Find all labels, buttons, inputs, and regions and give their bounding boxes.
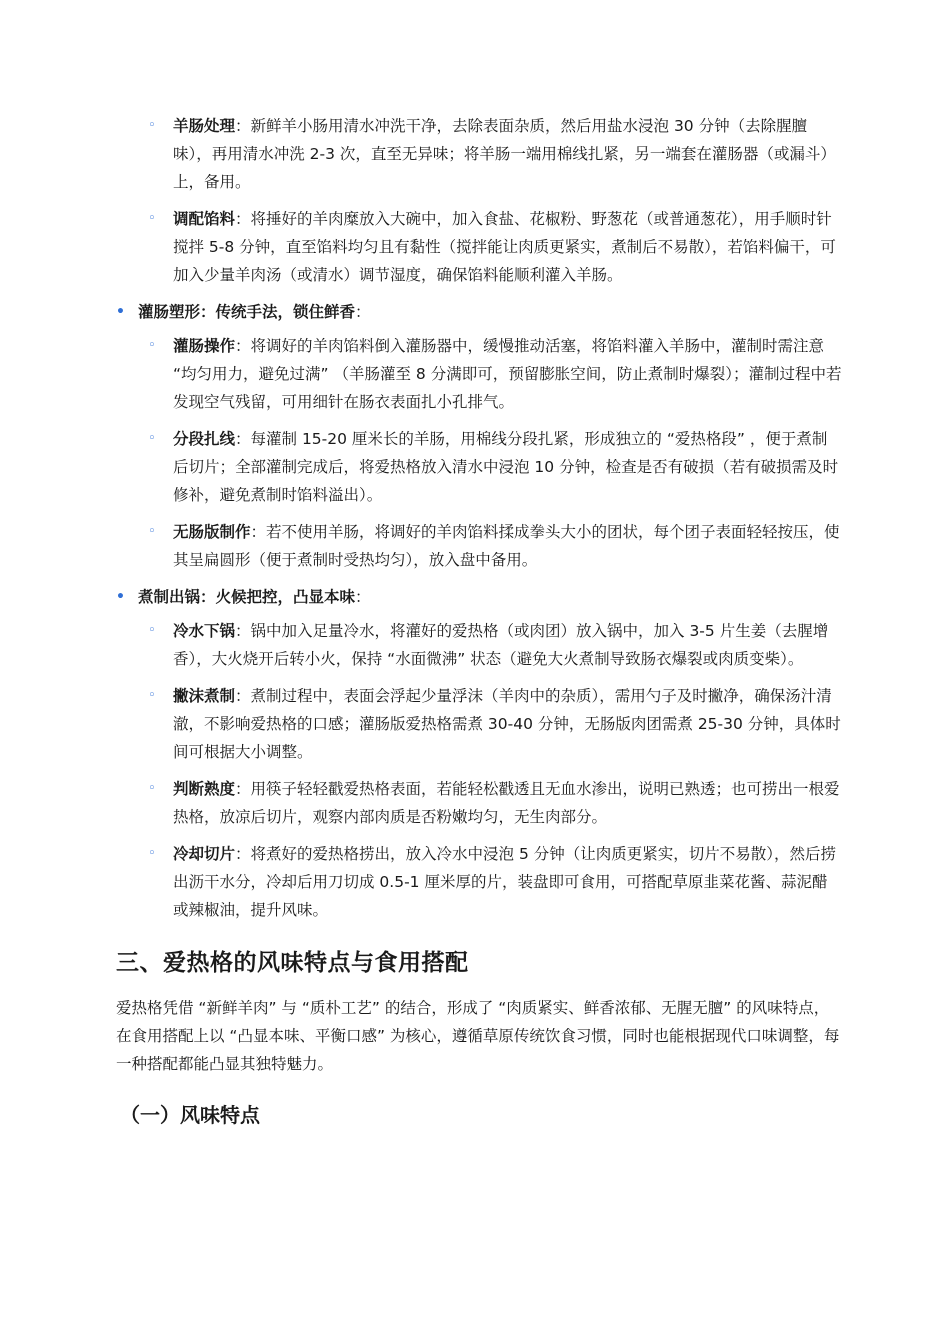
item-term: 无肠版制作 — [173, 523, 251, 541]
subsection-heading: （一）风味特点 — [120, 1103, 260, 1127]
bullet-icon: • — [116, 589, 125, 605]
step-colon: ： — [355, 303, 371, 321]
section-heading: 三、爱热格的风味特点与食用搭配 — [116, 950, 469, 976]
step-heading-stuffing — [116, 298, 842, 326]
item-text: ：锅中加入足量冷水，将灌好的爱热格（或肉团）放入锅中，加入 3-5 片生姜（去腥增香），大火烧开后转小火，保持 “水面微沸” 状态（避免大火煮制导致肠衣爆裂或肉质变柴）。 — [173, 622, 829, 668]
hollow-bullet-icon: ◦ — [148, 846, 156, 861]
step-heading-boiling — [116, 583, 842, 611]
step-title: 灌肠塑形：传统手法，锁住鲜香 — [138, 303, 356, 321]
hollow-bullet-icon: ◦ — [148, 211, 156, 226]
hollow-bullet-icon: ◦ — [148, 781, 156, 796]
list-item — [116, 112, 842, 196]
item-term: 羊肠处理 — [173, 117, 236, 135]
list-item — [116, 775, 842, 831]
item-term: 调配馅料 — [173, 210, 236, 228]
item-term: 判断熟度 — [173, 780, 236, 798]
item-term: 分段扎线 — [173, 430, 236, 448]
item-text: ：将调好的羊肉馅料倒入灌肠器中，缓慢推动活塞，将馅料灌入羊肠中，灌制时需注意 “均匀用力，避免过满” （羊肠灌至 8 分满即可，预留膨胀空间，防止煮制时爆裂）；灌制过程中若发现空气残留，可用细针在肠衣表面扎小孔排气。 — [173, 337, 842, 411]
hollow-bullet-icon: ◦ — [148, 524, 156, 539]
list-item — [116, 518, 842, 574]
item-term: 冷水下锅 — [173, 622, 236, 640]
item-text: ：煮制过程中，表面会浮起少量浮沫（羊肉中的杂质），需用勺子及时撇净，确保汤汁清澈，不影响爱热格的口感；灌肠版爱热格需煮 30-40 分钟，无肠版肉团需煮 25-30 分钟，具体时间可根据大小调整。 — [173, 687, 841, 761]
item-text: ：用筷子轻轻戳爱热格表面，若能轻松戳透且无血水渗出，说明已熟透；也可捞出一根爱热格，放凉后切片，观察内部肉质是否粉嫩均匀，无生肉部分。 — [173, 780, 840, 826]
list-item — [116, 840, 842, 924]
step-title: 煮制出锅：火候把控，凸显本味 — [138, 588, 356, 606]
item-term: 撇沫煮制 — [173, 687, 236, 705]
bullet-icon: • — [116, 304, 125, 320]
sub-list-stuffing — [116, 332, 842, 574]
sub-list-casing-filling — [116, 112, 842, 289]
item-text: ：每灌制 15-20 厘米长的羊肠，用棉线分段扎紧，形成独立的 “爱热格段” ，便于煮制后切片；全部灌制完成后，将爱热格放入清水中浸泡 10 分钟，检查是否有破损（若有破损需及时修补，避免煮制时馅料溢出）。 — [173, 430, 839, 504]
item-term: 灌肠操作 — [173, 337, 236, 355]
hollow-bullet-icon: ◦ — [148, 338, 156, 353]
hollow-bullet-icon: ◦ — [148, 431, 156, 446]
item-text: ：将捶好的羊肉糜放入大碗中，加入食盐、花椒粉、野葱花（或普通葱花），用手顺时针搅拌 5-8 分钟，直至馅料均匀且有黏性（搅拌能让肉质更紧实，煮制后不易散），若馅料偏干，可加入少量羊肉汤（或清水）调节湿度，确保馅料能顺利灌入羊肠。 — [173, 210, 836, 284]
section-paragraph: 爱热格凭借 “新鲜羊肉” 与 “质朴工艺” 的结合，形成了 “肉质紧实、鲜香浓郁、无腥无膻” 的风味特点，在食用搭配上以 “凸显本味、平衡口感” 为核心，遵循草原传统饮食习惯，同时也能根据现代口味调整，每一种搭配都能凸显其独特魅力。 — [116, 999, 840, 1073]
list-item — [116, 332, 842, 416]
hollow-bullet-icon: ◦ — [148, 623, 156, 638]
hollow-bullet-icon: ◦ — [148, 118, 156, 133]
list-item — [116, 425, 842, 509]
item-text: ：新鲜羊小肠用清水冲洗干净，去除表面杂质，然后用盐水浸泡 30 分钟（去除腥膻味），再用清水冲洗 2-3 次，直至无异味；将羊肠一端用棉线扎紧，另一端套在灌肠器（或漏斗）上，备用。 — [173, 117, 836, 191]
item-text: ：若不使用羊肠，将调好的羊肉馅料揉成拳头大小的团状，每个团子表面轻轻按压，使其呈扁圆形（便于煮制时受热均匀），放入盘中备用。 — [173, 523, 840, 569]
document-content — [116, 112, 842, 1130]
list-item — [116, 682, 842, 766]
item-term: 冷却切片 — [173, 845, 236, 863]
item-text: ：将煮好的爱热格捞出，放入冷水中浸泡 5 分钟（让肉质更紧实，切片不易散），然后捞出沥干水分，冷却后用刀切成 0.5-1 厘米厚的片，装盘即可食用，可搭配草原韭菜花酱、蒜泥醋或辣椒油，提升风味。 — [173, 845, 836, 919]
list-item — [116, 205, 842, 289]
hollow-bullet-icon: ◦ — [148, 688, 156, 703]
list-item — [116, 617, 842, 673]
sub-list-boiling — [116, 617, 842, 924]
step-colon: ： — [355, 588, 371, 606]
